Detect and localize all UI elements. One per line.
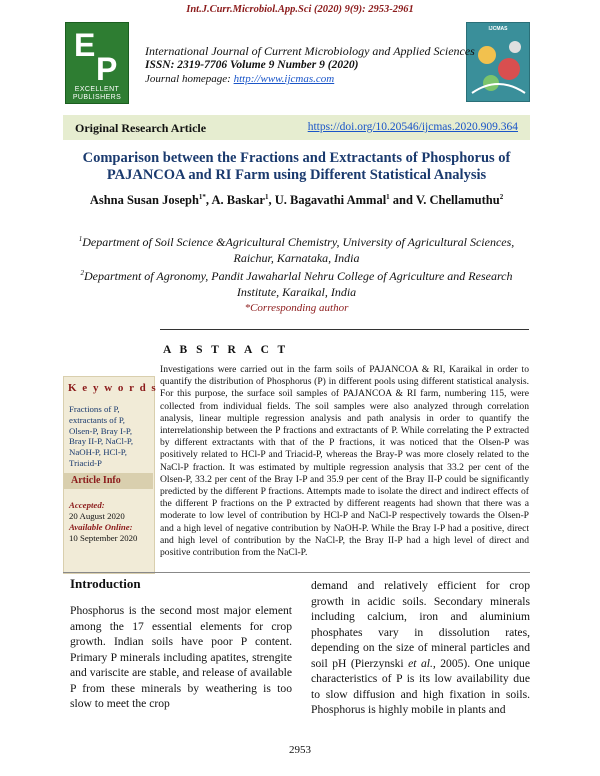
publisher-logo-letter: P xyxy=(96,51,118,87)
divider xyxy=(63,572,530,573)
available-label: Available Online: xyxy=(69,522,133,532)
author: U. Bagavathi Ammal xyxy=(274,193,387,208)
publisher-logo xyxy=(65,22,129,104)
cover-art-icon xyxy=(467,23,529,101)
author: A. Baskar xyxy=(211,193,265,208)
abstract-heading: A B S T R A C T xyxy=(163,344,289,356)
divider xyxy=(160,329,529,330)
journal-cover-logo xyxy=(466,22,530,102)
section-heading-introduction: Introduction xyxy=(70,576,141,591)
abstract-text: Investigations were carried out in the farm soils of PAJANCOA & RI, Karaikal in order to quantify the distribution of Phosphorus (P) in different pools using different statistical analysis. For this purpose, the surface soil samples of PAJANCOA & RI farm, numbering 115, were collected from individual fields. The soil samples were also analyzed through correlation analysis, linear multiple regression analysis and path analysis in order to quantify the interrelationship between the P fractions and extractants of P. While correlating the P extracted by different extractants with that of the P fractions, it was noticed that the Olsen-P was positively related to HCl-P and Triacid-P, whereas the Bray-P was more closely related to the NaCl-P fraction. It was estimated by multiple regression analysis that 33.2 per cent of the Olsen-P, 33.2 per cent of the Bray I-P and 35.9 per cent of the Bray II-P could be significantly predicted by the different P fractions. Attempts made to isolate the direct and indirect effects of the different P fractions on the P extracted by different reagents had shown that there was a moderate to low level of contribution by HCl-P and NaCl-P respectively towards the Olsen-P and a high level of negative contribution by NaOH-P. While the Bray I-P had a positive, direct and high level of contribution by the NaCl-P, the Bray II-P had a high level of direct and positive contribution from the NaCl-P. xyxy=(160,364,529,559)
doi-link[interactable]: https://doi.org/10.20546/ijcmas.2020.909.364 xyxy=(307,121,518,133)
author-list: Ashna Susan Joseph$^{1*}$, A. Baskar$^1$, U. Bagavathi Ammal$^1$ and V. Chellamuthu$^2$ xyxy=(89,193,504,208)
corresponding-author: *Corresponding author xyxy=(244,302,349,314)
journal-info xyxy=(145,44,475,86)
publisher-logo-letter: E xyxy=(74,27,96,63)
journal-name: International Journal of Current Microbiology and Applied Sciences xyxy=(145,44,475,58)
affiliation: $^2$Department of Agronomy, Pandit Jawaharlal Nehru College of Agriculture and Research Institute, Karaikal, India xyxy=(80,269,513,299)
affiliation: $^1$Department of Soil Science &Agricultural Chemistry, University of Agricultural Sciences, Raichur, Karnataka, India xyxy=(78,235,515,265)
publisher-logo-caption: EXCELLENT PUBLISHERS xyxy=(72,86,122,101)
article-type: Original Research Article xyxy=(75,121,207,135)
running-head: Int.J.Curr.Microbiol.App.Sci (2020) 9(9): 2953-2961 xyxy=(186,4,414,15)
cover-label: IJCMAS xyxy=(488,26,508,32)
accepted-label: Accepted: xyxy=(69,500,105,510)
page-number: 2953 xyxy=(289,744,311,756)
body-column-left: Phosphorus is the second most major element among the 17 essential elements for crop growth. Indian soils have poor P content. Primary P minerals including apatites, strengite and variscite are stable, and release of available P from these minerals by weathering is too slow to meet the crop xyxy=(70,604,292,710)
keywords-heading: K e y w o r d s xyxy=(68,382,158,394)
available-date: 10 September 2020 xyxy=(69,533,138,543)
author: V. Chellamuthu xyxy=(415,193,500,208)
journal-issn: ISSN: 2319-7706 Volume 9 Number 9 (2020) xyxy=(145,59,359,71)
accepted-date: 20 August 2020 xyxy=(69,511,125,521)
article-info-heading: Article Info xyxy=(71,475,121,486)
body-column-right: demand and relatively efficient for crop growth in acidic soils. Secondary minerals including calcium, iron and aluminium phosphates vary in dissolution rates, depending on the size of mineral particles and soil pH (Pierzynski et al., 2005). One unique characteristics of P is its low availability due to slow diffusion and high fixation in soils. Phosphorus is highly mobile in plants and xyxy=(311,579,530,716)
homepage-link[interactable]: http://www.ijcmas.com xyxy=(233,73,335,85)
journal-homepage: Journal homepage: http://www.ijcmas.com xyxy=(145,73,335,85)
article-dates xyxy=(69,500,151,544)
article-title: Comparison between the Fractions and Extractants of Phosphorus of PAJANCOA and RI Farm using Different Statistical Analysis xyxy=(82,150,511,183)
affiliations xyxy=(63,232,530,300)
keywords-text: Fractions of P, extractants of P, Olsen-P, Bray I-P, Bray II-P, NaCl-P, NaOH-P, HCl-P, Triacid-P xyxy=(69,404,134,468)
author: Ashna Susan Joseph xyxy=(89,193,199,208)
